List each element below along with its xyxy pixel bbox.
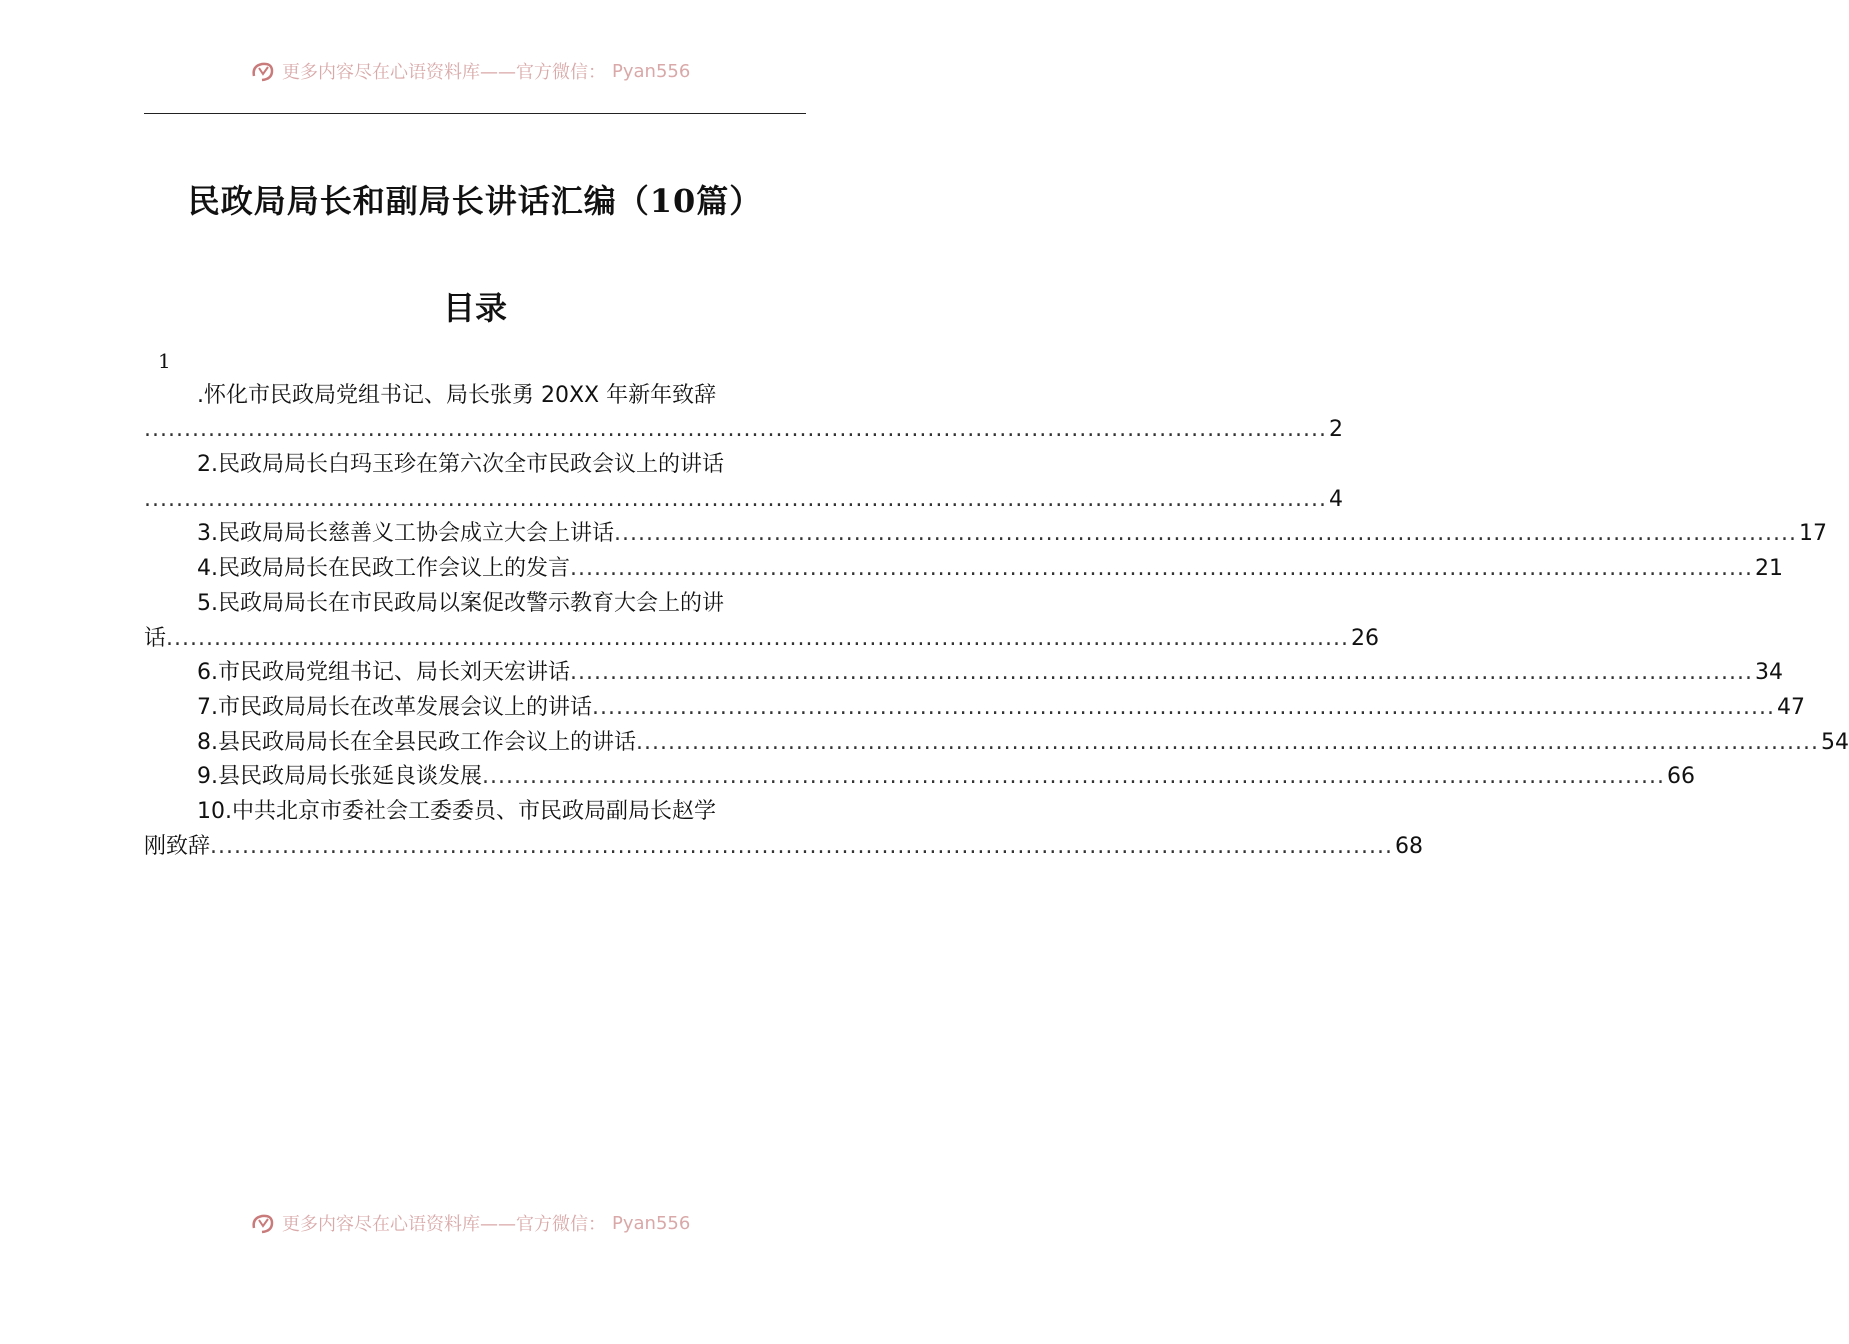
toc-entry-1-number: 1 <box>158 349 171 373</box>
header-banner <box>250 56 750 86</box>
toc-entry-5-page: 26 <box>1351 625 1380 651</box>
toc-entry-10-page: 68 <box>1395 833 1424 859</box>
toc-entry-3-label: 3.民政局局长慈善义工协会成立大会上讲话 <box>197 521 614 547</box>
dot-leader: .................................................................................................................................................... <box>614 521 1797 547</box>
toc-entry-4-label: 4.民政局局长在民政工作会议上的发言 <box>197 556 570 582</box>
toc-entry-6[interactable] <box>144 656 1783 691</box>
dot-leader: .................................................................................................................................................... <box>210 833 1394 859</box>
toc-entry-10-label-cont: 刚致辞 <box>144 833 211 859</box>
toc-entry-7[interactable] <box>144 691 1805 726</box>
banner-handle: Pyan556 <box>612 60 691 82</box>
footer-banner <box>250 1208 750 1238</box>
dot-leader: .................................................................................................................................................... <box>166 625 1350 651</box>
toc-heading: 目录 <box>442 289 507 327</box>
document-title: 民政局局长和副局长讲话汇编（10篇） <box>187 182 763 220</box>
toc-entry-10-leader[interactable] <box>144 830 1424 865</box>
toc-entry-8-label: 8.县民政局局长在全县民政工作会议上的讲话 <box>197 729 636 755</box>
toc-entry-2-leader[interactable] <box>144 483 1343 518</box>
header-rule <box>144 113 806 114</box>
dot-leader: .................................................................................................................................................... <box>570 660 1753 686</box>
toc-entry-2-label[interactable]: 2.民政局局长白玛玉珍在第六次全市民政会议上的讲话 <box>197 452 724 478</box>
toc-entry-1-page: 2 <box>1329 417 1343 443</box>
dot-leader: .................................................................................................................................................... <box>592 694 1775 720</box>
toc-entry-9-page: 66 <box>1667 764 1695 790</box>
brand-logo-icon <box>250 1210 276 1236</box>
toc-entry-1-leader[interactable] <box>144 413 1343 448</box>
dot-leader: .................................................................................................................................................... <box>636 729 1819 755</box>
toc-entry-5-leader[interactable] <box>144 622 1380 657</box>
toc-entry-7-page: 47 <box>1777 694 1805 720</box>
toc-entry-2-page: 4 <box>1329 486 1343 512</box>
dot-leader: .................................................................................................................................................... <box>144 417 1327 443</box>
toc-entry-5-label[interactable]: 5.民政局局长在市民政局以案促改警示教育大会上的讲 <box>197 590 724 616</box>
banner-handle: Pyan556 <box>612 1212 691 1234</box>
toc-entry-10-label[interactable]: 10.中共北京市委社会工委委员、市民政局副局长赵学 <box>197 798 716 824</box>
toc-entry-9[interactable] <box>144 760 1695 795</box>
toc-entry-5-label-cont: 话 <box>144 625 167 651</box>
toc-entry-3[interactable] <box>144 517 1827 552</box>
brand-logo-icon <box>250 58 276 84</box>
toc-entry-7-label: 7.市民政局局长在改革发展会议上的讲话 <box>197 694 592 720</box>
dot-leader: .................................................................................................................................................... <box>570 556 1753 582</box>
dot-leader: .................................................................................................................................................... <box>144 486 1327 512</box>
toc-entry-1-label[interactable]: .怀化市民政局党组书记、局长张勇 20XX 年新年致辞 <box>197 382 717 408</box>
toc-entry-3-page: 17 <box>1799 521 1827 547</box>
toc-entry-8-page: 54 <box>1821 729 1849 755</box>
table-of-contents <box>144 344 1849 864</box>
banner-text: 更多内容尽在心语资料库——官方微信： <box>282 62 606 83</box>
toc-entry-9-label: 9.县民政局局长张延良谈发展 <box>197 764 482 790</box>
toc-entry-4[interactable] <box>144 552 1783 587</box>
toc-entry-6-label: 6.市民政局党组书记、局长刘天宏讲话 <box>197 660 570 686</box>
banner-text: 更多内容尽在心语资料库——官方微信： <box>282 1214 606 1235</box>
dot-leader: .................................................................................................................................................... <box>482 764 1665 790</box>
toc-entry-8[interactable] <box>144 726 1849 761</box>
toc-entry-6-page: 34 <box>1755 660 1783 686</box>
toc-entry-4-page: 21 <box>1755 556 1783 582</box>
